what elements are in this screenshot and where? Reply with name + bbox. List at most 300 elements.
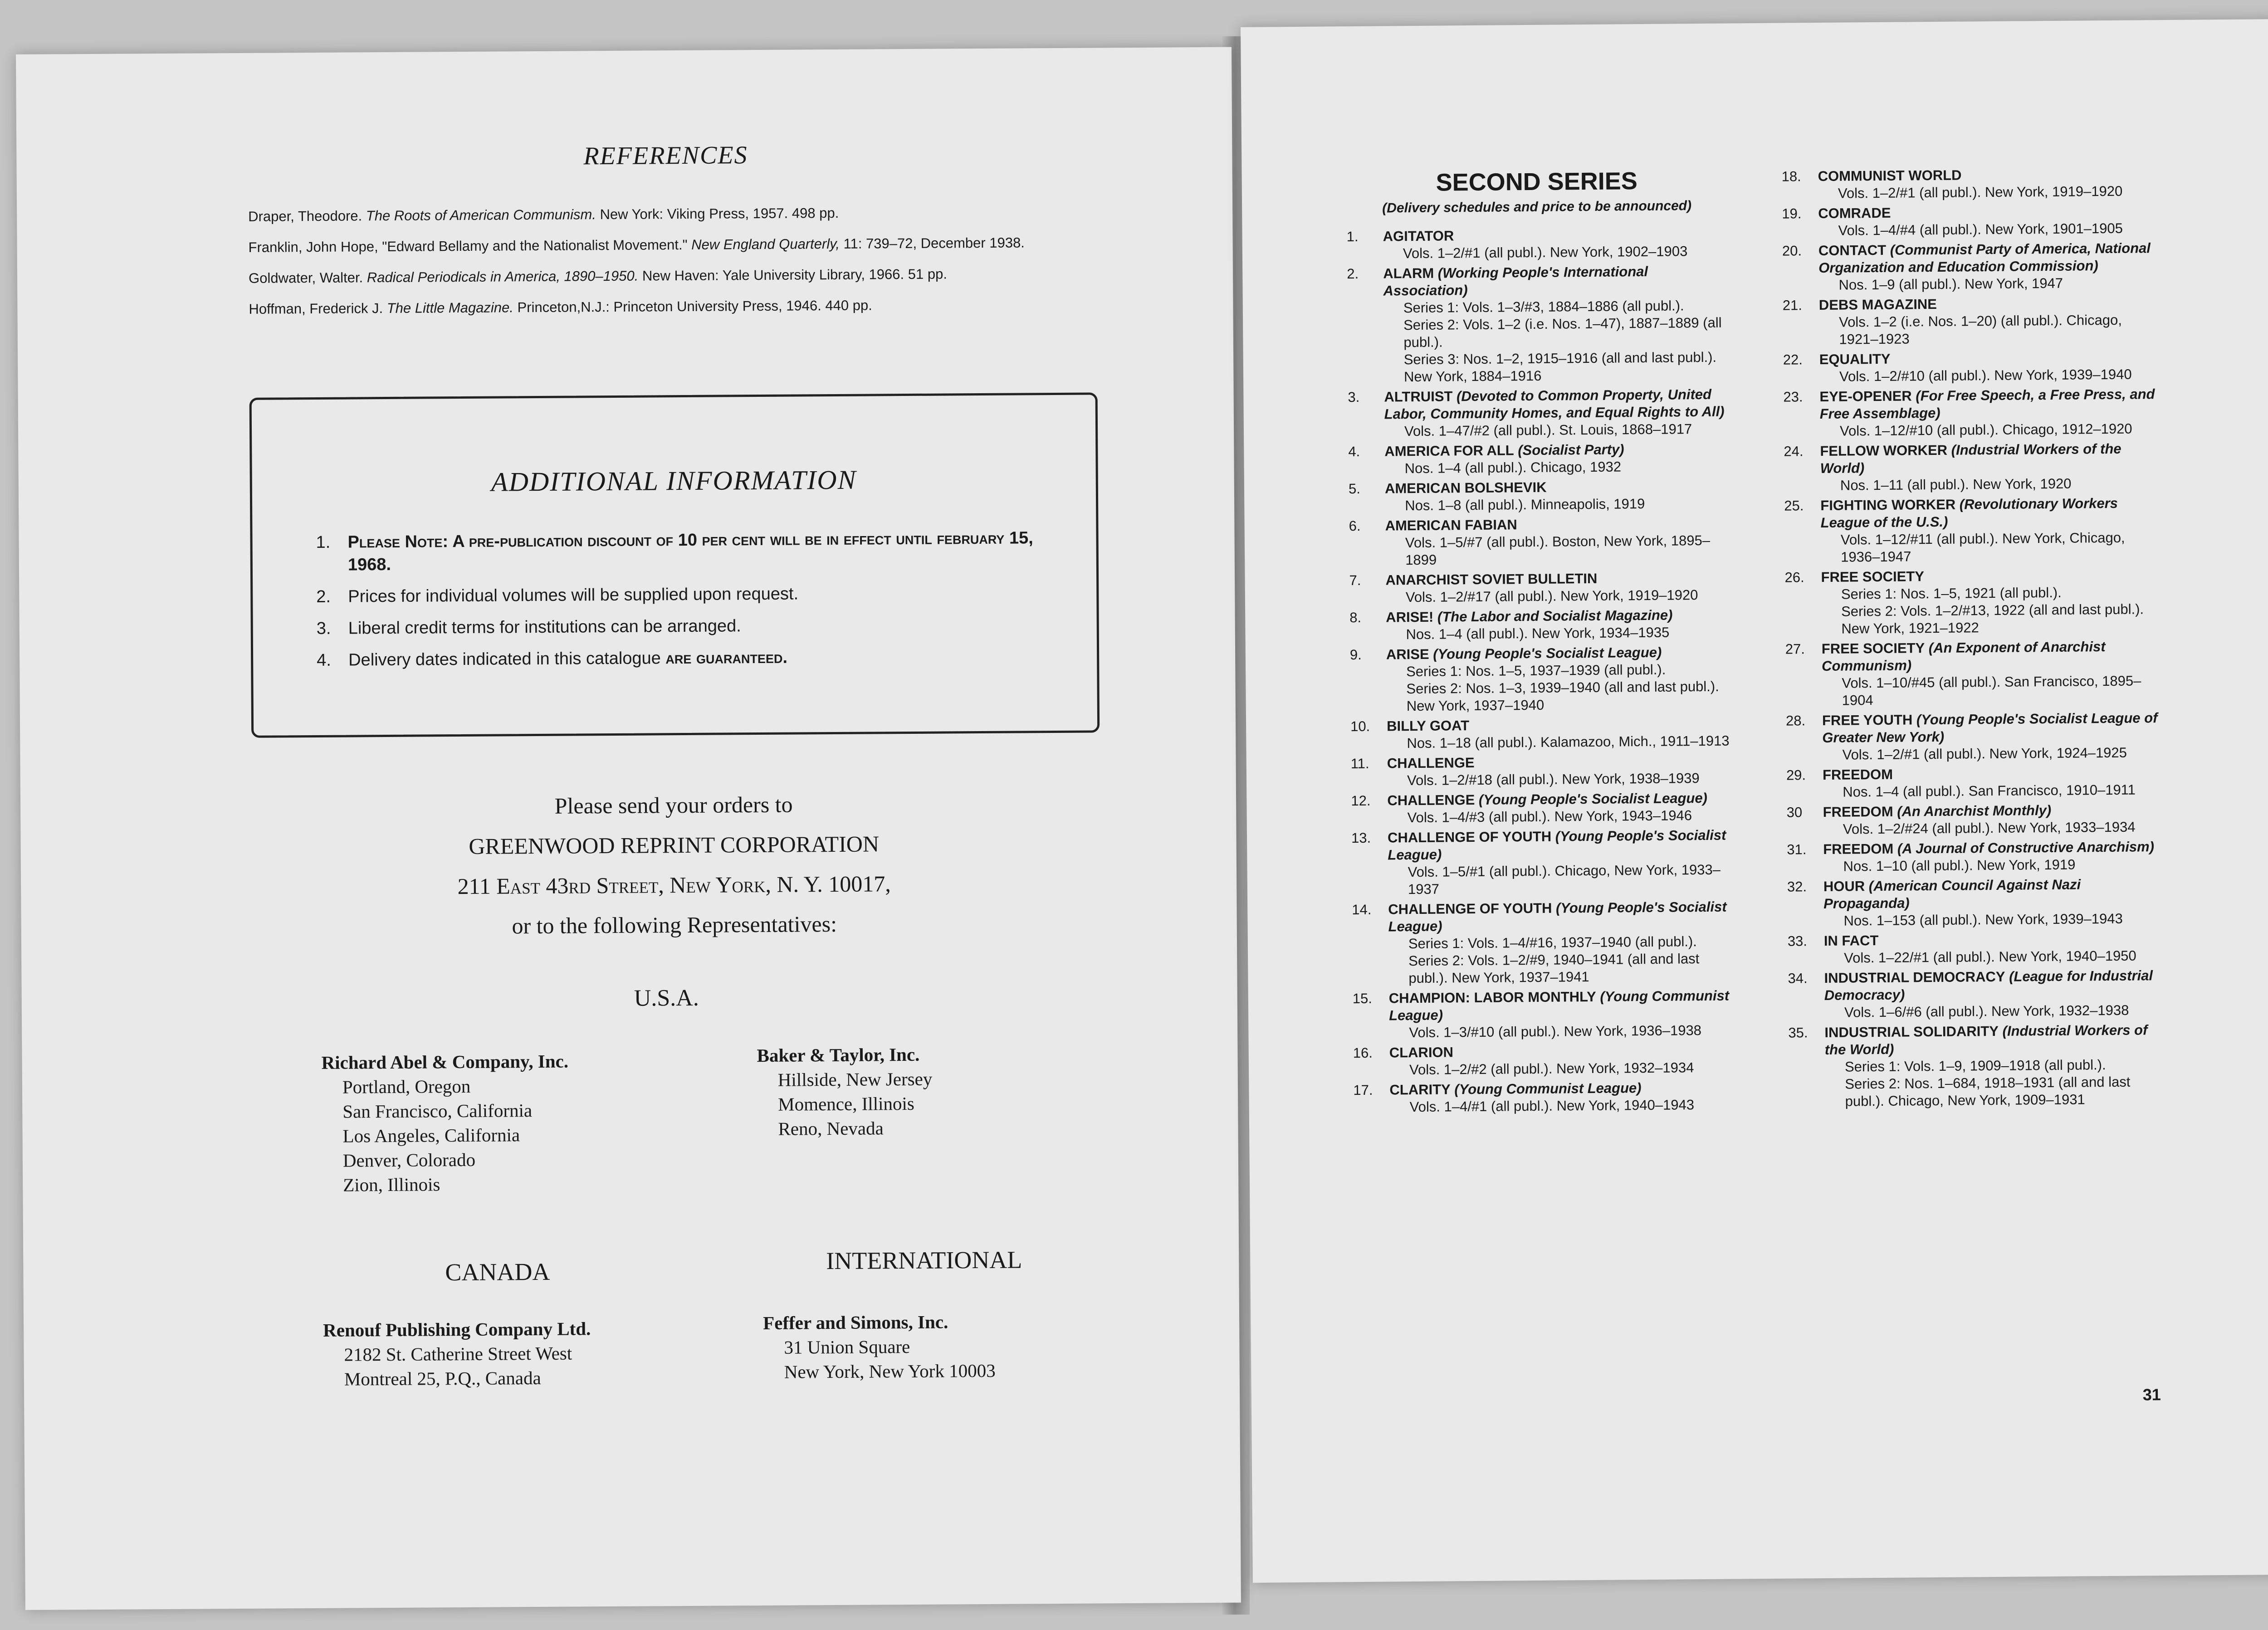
catalogue-column-left	[1346, 225, 1734, 1119]
representative-location: San Francisco, California	[342, 1100, 533, 1122]
info-number: 3.	[316, 619, 331, 638]
entry-title-text: CHALLENGE OF YOUTH	[1388, 900, 1552, 917]
entry-title	[1822, 638, 2167, 675]
entry-holdings: Series 2: Vols. 1–2/#9, 1940–1941 (all and last publ.). New York, 1937–1941	[1408, 951, 1700, 986]
entry-title-text: FREEDOM	[1823, 803, 1893, 820]
entry-holdings: Vols. 1–2/#10 (all publ.). New York, 1939–1940	[1839, 366, 2132, 385]
entry-title-text: ARISE!	[1386, 609, 1434, 625]
info-text	[347, 527, 1042, 576]
entry-holdings: Vols. 1–4/#4 (all publ.). New York, 1901–1905	[1838, 220, 2123, 239]
entry-holdings: Series 1: Nos. 1–5, 1937–1939 (all publ.).	[1406, 661, 1666, 680]
catalogue-entry	[1347, 263, 1729, 386]
entry-subtitle: (Young Communist League)	[1388, 987, 1730, 1024]
representative-baker	[757, 1042, 933, 1141]
info-text-part: 15, 1968.	[347, 528, 1033, 575]
catalogue-entry	[1786, 764, 2168, 801]
entry-title-text: FIGHTING WORKER	[1820, 496, 1956, 513]
entry-number: 20.	[1782, 243, 1802, 259]
catalogue-entry	[1348, 440, 1730, 478]
representative-location: Hillside, New Jersey	[777, 1068, 933, 1090]
representative-location: Los Angeles, California	[342, 1124, 520, 1147]
representative-renouf	[323, 1316, 591, 1391]
entry-body	[1819, 294, 2164, 348]
entry-number: 21.	[1782, 297, 1803, 313]
entry-holdings: Vols. 1–22/#1 (all publ.). New York, 1940–1950	[1844, 947, 2136, 966]
representative-name: Renouf Publishing Company Ltd.	[323, 1318, 591, 1341]
entry-title-text: AMERICA FOR ALL	[1384, 442, 1514, 459]
representative-location: 31 Union Square	[784, 1336, 910, 1358]
catalogue-entry	[1783, 386, 2165, 440]
entry-body	[1389, 1042, 1735, 1079]
catalogue-entry	[1787, 875, 2169, 930]
representative-location: Denver, Colorado	[342, 1149, 476, 1171]
entry-body	[1383, 263, 1729, 386]
catalogue-entry	[1788, 930, 2169, 967]
entry-title	[1386, 644, 1731, 664]
entry-number: 23.	[1783, 389, 1803, 405]
info-text-part: Please Note: A pre-publication discount of	[347, 531, 678, 552]
entry-title-text: CONTACT	[1818, 242, 1887, 259]
entry-title	[1385, 515, 1730, 535]
entry-holdings: Vols. 1–2/#1 (all publ.). New York, 1902–1903	[1403, 243, 1688, 262]
entry-holdings: Vols. 1–2/#18 (all publ.). New York, 1938–1939	[1407, 770, 1700, 789]
entry-subtitle: (For Free Speech, a Free Press, and Free Assemblage)	[1819, 386, 2155, 422]
entry-holdings: Series 2: Vols. 1–2/#13, 1922 (all and last publ.). New York, 1921–1922	[1841, 601, 2144, 637]
entry-title	[1387, 790, 1732, 810]
entry-body	[1388, 827, 1733, 898]
reference-text: New Haven: Yale University Library, 1966. 51 pp.	[638, 266, 947, 284]
entry-title	[1818, 239, 2164, 277]
catalogue-entry	[1786, 801, 2168, 839]
entry-title	[1387, 715, 1731, 735]
entry-subtitle: (Socialist Party)	[1514, 441, 1624, 459]
entry-number: 8.	[1349, 609, 1362, 626]
entry-title-text: COMMUNIST WORLD	[1818, 167, 1962, 185]
entry-body	[1822, 709, 2167, 764]
catalogue-entry	[1350, 715, 1732, 753]
entry-title	[1385, 478, 1730, 498]
entry-holdings: Nos. 1–153 (all publ.). New York, 1939–1943	[1843, 910, 2123, 929]
catalogue-entry	[1784, 566, 2166, 638]
entry-holdings: Series 2: Nos. 1–684, 1918–1931 (all and last publ.). Chicago, New York, 1909–1931	[1845, 1074, 2131, 1109]
entry-holdings: Nos. 1–8 (all publ.). Minneapolis, 1919	[1405, 496, 1645, 514]
entry-subtitle: (An Exponent of Anarchist Communism)	[1821, 639, 2106, 674]
entry-title	[1386, 606, 1730, 626]
entry-subtitle: (Industrial Workers of the World)	[1820, 440, 2121, 476]
entry-subtitle: (Revolutionary Workers League of the U.S.)	[1820, 495, 2118, 531]
catalogue-entry	[1786, 709, 2167, 764]
catalogue-entry	[1782, 202, 2163, 240]
entry-title	[1388, 898, 1733, 936]
entry-body	[1823, 801, 2168, 838]
entry-title-text: COMRADE	[1818, 205, 1891, 222]
entry-subtitle: (An Anarchist Monthly)	[1893, 802, 2052, 820]
catalogue-entry	[1788, 1021, 2170, 1111]
entry-body	[1385, 569, 1730, 606]
entry-title	[1824, 1021, 2170, 1059]
entry-holdings: Series 1: Vols. 1–4/#16, 1937–1940 (all publ.).	[1408, 933, 1697, 952]
entry-subtitle: (Communist Party of America, National Organization and Education Commission)	[1818, 240, 2151, 276]
entry-title	[1820, 494, 2165, 532]
additional-information-box	[249, 392, 1100, 737]
entry-title-text: FREEDOM	[1823, 840, 1894, 857]
catalogue-entry	[1784, 494, 2165, 566]
entry-number: 5.	[1348, 480, 1360, 497]
entry-number: 16.	[1353, 1044, 1373, 1061]
entry-title	[1822, 709, 2167, 747]
entry-body	[1383, 225, 1728, 263]
entry-holdings: Vols. 1–6/#6 (all publ.). New York, 1932–1938	[1844, 1002, 2129, 1020]
info-text-part: Liberal credit terms for institutions can be arranged.	[348, 616, 741, 638]
catalogue-entry	[1349, 606, 1731, 644]
entry-holdings: Nos. 1–4 (all publ.). San Francisco, 1910–1911	[1843, 781, 2136, 800]
catalogue-entry	[1353, 987, 1734, 1042]
entry-holdings: Vols. 1–47/#2 (all publ.). St. Louis, 1868–1917	[1404, 421, 1692, 439]
entry-title-text: CLARION	[1389, 1044, 1454, 1061]
entry-body	[1819, 386, 2165, 440]
entry-holdings: Series 1: Nos. 1–5, 1921 (all publ.).	[1841, 584, 2062, 602]
info-text-part: Prices for individual volumes will be supplied upon request.	[348, 584, 799, 606]
entry-holdings: Nos. 1–18 (all publ.). Kalamazoo, Mich., 1911–1913	[1407, 732, 1730, 752]
entry-number: 13.	[1351, 830, 1371, 846]
entry-title	[1823, 875, 2169, 913]
representative-location: Reno, Nevada	[778, 1118, 884, 1139]
info-number: 2.	[316, 587, 331, 606]
entry-body	[1387, 790, 1732, 827]
reference-title: New England Quarterly,	[691, 235, 840, 253]
entry-holdings: Vols. 1–4/#3 (all publ.). New York, 1943–1946	[1407, 807, 1692, 826]
entry-holdings: Vols. 1–3/#10 (all publ.). New York, 1936–1938	[1409, 1022, 1702, 1041]
entry-body	[1824, 1021, 2170, 1110]
entry-number: 34.	[1788, 970, 1808, 986]
entry-holdings: Vols. 1–2/#2 (all publ.). New York, 1932–1934	[1409, 1059, 1694, 1078]
entry-holdings: Series 1: Vols. 1–3/#3, 1884–1886 (all publ.).	[1403, 298, 1684, 316]
entry-title-text: INDUSTRIAL DEMOCRACY	[1824, 968, 2005, 986]
entry-number: 30	[1786, 804, 1803, 820]
entry-body	[1819, 348, 2165, 386]
entry-body	[1387, 752, 1732, 790]
entry-number: 25.	[1784, 498, 1804, 514]
info-item	[316, 527, 1042, 576]
entry-body	[1820, 494, 2165, 566]
reference-text: Goldwater, Walter.	[248, 269, 367, 286]
reference-text: Draper, Theodore.	[248, 208, 366, 224]
entry-title-text: ALTRUIST	[1384, 388, 1453, 405]
entry-number: 3.	[1348, 389, 1360, 405]
entry-subtitle: (Working People's International Association)	[1383, 263, 1648, 299]
entry-body	[1821, 566, 2166, 638]
entry-holdings: Nos. 1–4 (all publ.). Chicago, 1932	[1404, 459, 1622, 477]
entry-title-text: FELLOW WORKER	[1820, 442, 1948, 459]
entry-body	[1389, 1079, 1735, 1116]
orders-line: 211 East 43rd Street, New York, N. Y. 10017,	[457, 871, 891, 899]
entry-holdings: Vols. 1–2/#1 (all publ.). New York, 1919–1920	[1838, 183, 2123, 201]
info-text-part: Delivery dates indicated in this catalogue	[348, 649, 666, 670]
entry-number: 33.	[1787, 933, 1808, 949]
entry-number: 10.	[1350, 718, 1370, 735]
catalogue-entry	[1353, 1079, 1735, 1117]
additional-information-title: ADDITIONAL INFORMATION	[491, 464, 857, 497]
reference-text: Franklin, John Hope, "Edward Bellamy and the Nationalist Movement."	[248, 236, 692, 255]
representative-name: Baker & Taylor, Inc.	[757, 1044, 920, 1066]
representative-abel	[321, 1049, 569, 1197]
entry-number: 24.	[1784, 443, 1804, 459]
entry-subtitle: (Young People's Socialist League of Greater New York)	[1822, 710, 2158, 746]
representative-name: Feffer and Simons, Inc.	[763, 1311, 948, 1333]
entry-holdings: Series 3: Nos. 1–2, 1915–1916 (all and last publ.). New York, 1884–1916	[1403, 349, 1717, 385]
orders-address-block	[252, 782, 1096, 947]
representative-feffer	[763, 1309, 996, 1384]
entry-title-text: ARISE	[1386, 646, 1429, 663]
catalogue-entry	[1352, 898, 1733, 988]
catalogue-entry	[1782, 239, 2164, 294]
entry-number: 27.	[1785, 641, 1805, 657]
entry-title-text: HOUR	[1823, 878, 1865, 894]
orders-line: or to the following Representatives:	[512, 911, 837, 939]
catalogue-entry	[1783, 348, 2165, 386]
references-title: REFERENCES	[583, 141, 748, 171]
catalogue-entry	[1351, 790, 1732, 827]
entry-title-text: BILLY GOAT	[1386, 717, 1470, 734]
catalogue-entry	[1781, 165, 2163, 203]
entry-body	[1388, 898, 1733, 987]
catalogue-entry	[1350, 644, 1731, 716]
entry-title	[1819, 348, 2164, 368]
entry-body	[1823, 838, 2168, 875]
entry-title	[1384, 386, 1729, 423]
entry-holdings: Vols. 1–5/#7 (all publ.). Boston, New York, 1895–1899	[1405, 532, 1711, 568]
catalogue-entry	[1349, 478, 1730, 515]
entry-title	[1389, 1079, 1734, 1099]
entry-number: 4.	[1348, 443, 1360, 460]
entry-body	[1389, 987, 1734, 1042]
references-list	[248, 202, 1134, 331]
catalogue-entry	[1346, 225, 1728, 263]
reference-title: The Little Magazine.	[386, 299, 514, 317]
catalogue-entry	[1351, 827, 1733, 899]
entry-number: 14.	[1352, 901, 1372, 918]
entry-number: 29.	[1786, 767, 1806, 783]
info-text	[348, 615, 741, 639]
left-page	[16, 47, 1241, 1610]
reference-text: 11: 739–72, December 1938.	[839, 234, 1025, 252]
entry-title-text: CHAMPION: LABOR MONTHLY	[1388, 988, 1596, 1006]
info-item	[317, 613, 1042, 640]
entry-subtitle: (The Labor and Socialist Magazine)	[1433, 607, 1673, 625]
entry-title	[1387, 752, 1732, 772]
entry-subtitle: (League for Industrial Democracy)	[1824, 967, 2153, 1003]
representative-location: Momence, Illinois	[778, 1093, 914, 1115]
entry-number: 22.	[1783, 351, 1803, 368]
entry-title-text: FREEDOM	[1822, 766, 1893, 783]
entry-body	[1385, 478, 1730, 515]
catalogue-column-right	[1781, 165, 2170, 1113]
entry-title-text: CLARITY	[1389, 1081, 1451, 1098]
catalogue-entry	[1784, 440, 2165, 495]
reference-item	[248, 202, 1133, 226]
info-number: 1.	[316, 532, 331, 552]
representative-location: Zion, Illinois	[343, 1174, 440, 1196]
representative-location: 2182 St. Catherine Street West	[344, 1342, 572, 1365]
entry-holdings: Vols. 1–2 (i.e. Nos. 1–20) (all publ.). Chicago, 1921–1923	[1839, 312, 2122, 347]
entry-title-text: ALARM	[1383, 265, 1434, 282]
entry-subtitle: (Young People's Socialist League)	[1429, 644, 1662, 662]
catalogue-entry	[1353, 1042, 1735, 1079]
entry-number: 2.	[1347, 265, 1359, 282]
international-heading: INTERNATIONAL	[826, 1246, 1022, 1275]
entry-holdings: Nos. 1–9 (all publ.). New York, 1947	[1838, 275, 2063, 293]
orders-line: Please send your orders to	[554, 791, 793, 819]
entry-body	[1824, 967, 2169, 1021]
entry-title-text: AGITATOR	[1383, 228, 1454, 244]
info-item	[316, 581, 1042, 608]
info-text-part: 10	[678, 530, 698, 550]
right-page	[1241, 18, 2268, 1583]
entry-number: 7.	[1349, 572, 1361, 589]
catalogue-entry	[1788, 967, 2169, 1022]
canada-heading: CANADA	[445, 1258, 550, 1286]
entry-holdings: Vols. 1–2/#1 (all publ.). New York, 1924–1925	[1842, 744, 2127, 763]
entry-number: 31.	[1787, 841, 1807, 858]
entry-body	[1387, 715, 1732, 752]
entry-title-text: FREE YOUTH	[1822, 712, 1913, 728]
entry-title	[1389, 987, 1734, 1025]
entry-title-text: AMERICAN BOLSHEVIK	[1384, 479, 1547, 497]
entry-body	[1823, 875, 2169, 930]
entry-holdings: Series 2: Nos. 1–3, 1939–1940 (all and last publ.). New York, 1937–1940	[1406, 678, 1719, 714]
representative-location: Montreal 25, P.Q., Canada	[344, 1367, 541, 1390]
entry-title-text: CHALLENGE	[1387, 791, 1475, 809]
entry-body	[1820, 440, 2165, 494]
entry-number: 32.	[1787, 878, 1807, 895]
entry-body	[1823, 764, 2168, 801]
reference-text: New York: Viking Press, 1957. 498 pp.	[596, 205, 839, 223]
entry-holdings: Vols. 1–10/#45 (all publ.). San Francisco, 1895–1904	[1842, 673, 2141, 708]
reference-text: Princeton,N.J.: Princeton University Press, 1946. 440 pp.	[513, 297, 872, 316]
entry-body	[1824, 930, 2169, 967]
catalogue-entry	[1349, 515, 1730, 570]
entry-title-text: CHALLENGE OF YOUTH	[1387, 828, 1552, 846]
entry-holdings: Vols. 1–12/#11 (all publ.). New York, Chicago, 1936–1947	[1840, 529, 2125, 565]
info-text	[348, 582, 798, 608]
entry-subtitle: (Devoted to Common Property, United Labor, Community Homes, and Equal Rights to All)	[1384, 386, 1725, 422]
entry-number: 35.	[1788, 1025, 1808, 1041]
entry-title	[1383, 225, 1727, 245]
entry-holdings: Nos. 1–4 (all publ.). New York, 1934–1935	[1406, 624, 1670, 643]
entry-title	[1824, 930, 2169, 950]
entry-holdings: Nos. 1–11 (all publ.). New York, 1920	[1840, 475, 2072, 493]
entry-number: 26.	[1784, 569, 1804, 586]
orders-line: GREENWOOD REPRINT CORPORATION	[469, 831, 880, 859]
entry-title-text: FREE SOCIETY	[1821, 568, 1925, 585]
usa-heading: U.S.A.	[634, 985, 699, 1011]
entry-holdings: Vols. 1–5/#1 (all publ.). Chicago, New York, 1933–1937	[1408, 861, 1721, 898]
entry-subtitle: (Young Communist League)	[1450, 1080, 1642, 1098]
entry-holdings: Nos. 1–10 (all publ.). New York, 1919	[1843, 856, 2076, 874]
entry-subtitle: (American Council Against Nazi Propaganda)	[1823, 876, 2081, 912]
entry-title	[1389, 1042, 1734, 1062]
info-number: 4.	[317, 650, 332, 670]
entry-body	[1386, 644, 1731, 715]
catalogue-entry	[1783, 294, 2164, 349]
entry-body	[1822, 638, 2167, 709]
entry-number: 17.	[1353, 1082, 1373, 1098]
entry-number: 18.	[1781, 168, 1801, 185]
reference-item	[248, 233, 1133, 257]
info-text-part: are guaranteed.	[665, 648, 788, 668]
entry-title-text: CHALLENGE	[1387, 755, 1475, 771]
entry-holdings: Series 1: Vols. 1–9, 1909–1918 (all publ.).	[1844, 1057, 2106, 1075]
entry-number: 12.	[1351, 792, 1371, 809]
additional-information-list	[316, 527, 1042, 681]
entry-title-text: AMERICAN FABIAN	[1385, 517, 1517, 534]
entry-number: 28.	[1785, 713, 1806, 729]
entry-title	[1819, 386, 2165, 423]
entry-title	[1824, 967, 2169, 1004]
entry-number: 6.	[1349, 517, 1361, 534]
entry-title	[1819, 294, 2164, 314]
entry-holdings: Vols. 1–4/#1 (all publ.). New York, 1940–1943	[1409, 1097, 1695, 1115]
entry-number: 11.	[1350, 755, 1369, 772]
entry-title	[1823, 764, 2167, 784]
entry-holdings: Series 2: Vols. 1–2 (i.e. Nos. 1–47), 1887–1889 (all publ.).	[1403, 314, 1722, 351]
series-title: SECOND SERIES	[1436, 167, 1637, 196]
entry-number: 15.	[1352, 990, 1373, 1007]
info-item	[317, 644, 1042, 672]
catalogue-entry	[1785, 638, 2167, 710]
reference-title: The Roots of American Communism.	[366, 206, 596, 224]
entry-holdings: Vols. 1–2/#24 (all publ.). New York, 1933–1934	[1843, 819, 2136, 837]
catalogue-entry	[1787, 838, 2168, 876]
page-number: 31	[2142, 1385, 2161, 1404]
entry-title	[1823, 838, 2168, 858]
entry-subtitle: (A Journal of Constructive Anarchism)	[1893, 839, 2155, 857]
representative-name: Richard Abel & Company, Inc.	[321, 1050, 569, 1073]
entry-holdings: Vols. 1–12/#10 (all publ.). Chicago, 1912–1920	[1839, 420, 2132, 439]
entry-title	[1818, 202, 2163, 222]
catalogue-entry	[1348, 386, 1729, 441]
representative-location: New York, New York 10003	[784, 1360, 996, 1382]
catalogue-entry	[1349, 569, 1730, 607]
entry-title-text: EYE-OPENER	[1819, 388, 1912, 405]
info-text-part: per cent will be in effect until february	[697, 528, 1010, 550]
entry-subtitle: (Young People's Socialist League)	[1388, 827, 1726, 863]
entry-title-text: FREE SOCIETY	[1821, 640, 1925, 657]
entry-subtitle: (Young People's Socialist League)	[1388, 898, 1727, 935]
entry-title	[1818, 165, 2162, 185]
entry-title-text: INDUSTRIAL SOLIDARITY	[1824, 1023, 1999, 1040]
entry-number: 19.	[1782, 205, 1802, 222]
reference-item	[249, 294, 1133, 319]
entry-number: 1.	[1346, 228, 1359, 245]
catalogue-entry	[1351, 752, 1732, 790]
info-text	[348, 646, 787, 672]
entry-title-text: ANARCHIST SOVIET BULLETIN	[1385, 570, 1598, 588]
reference-title: Radical Periodicals in America, 1890–1950.	[367, 268, 639, 286]
entry-title	[1823, 801, 2167, 821]
reference-item	[249, 264, 1133, 288]
entry-number: 9.	[1349, 646, 1362, 663]
entry-title-text: DEBS MAGAZINE	[1818, 296, 1937, 313]
entry-body	[1386, 606, 1731, 644]
series-subtitle: (Delivery schedules and price to be announced)	[1382, 198, 1692, 216]
entry-title	[1820, 440, 2165, 477]
reference-text: Hoffman, Frederick J.	[249, 300, 387, 317]
representative-location: Portland, Oregon	[342, 1075, 471, 1098]
entry-subtitle: (Young People's Socialist League)	[1475, 790, 1708, 808]
entry-title	[1383, 263, 1728, 300]
entry-title-text: IN FACT	[1823, 932, 1879, 949]
